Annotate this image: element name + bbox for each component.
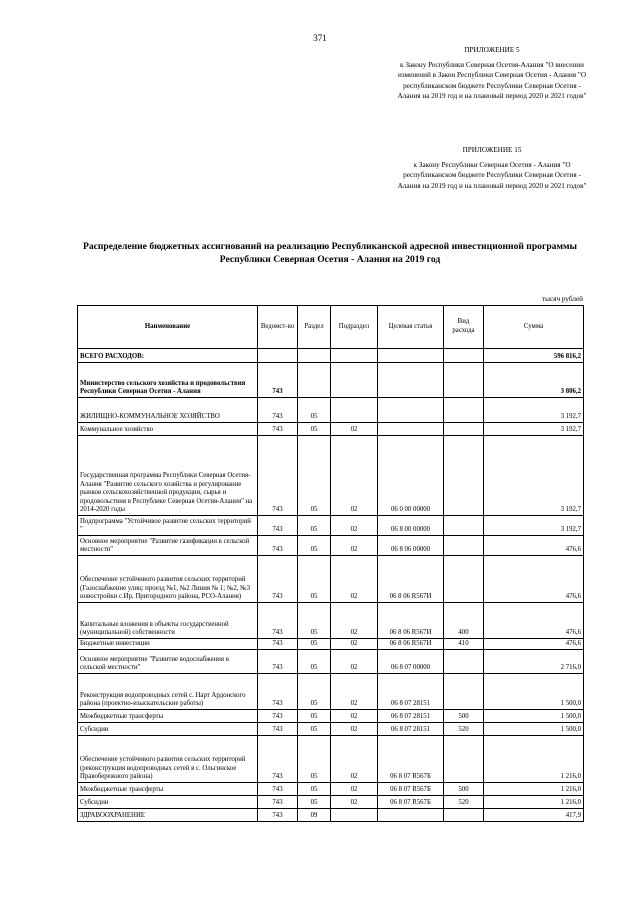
cell-target bbox=[378, 423, 444, 436]
cell-subsection bbox=[331, 363, 378, 398]
table-row bbox=[78, 674, 584, 710]
cell-name: Основное мероприятие "Развитие газификации в сельской местности" bbox=[78, 536, 258, 556]
table-row bbox=[78, 436, 584, 516]
cell-section: 05 bbox=[298, 436, 331, 516]
cell-subsection: 02 bbox=[331, 674, 378, 710]
cell-kind: 500 bbox=[444, 783, 484, 796]
header-subsection: Подраздел bbox=[331, 306, 378, 349]
cell-section bbox=[298, 349, 331, 363]
cell-sum: 1 500,0 bbox=[484, 723, 584, 736]
cell-target: 06 8 06 R567И bbox=[378, 639, 444, 650]
cell-sum: 476,6 bbox=[484, 639, 584, 650]
cell-target: 06 8 06 R567И bbox=[378, 556, 444, 603]
cell-name: Коммунальное хозяйство bbox=[78, 423, 258, 436]
cell-sum: 3 192,7 bbox=[484, 423, 584, 436]
appendix-5-heading: ПРИЛОЖЕНИЕ 5 bbox=[464, 46, 520, 54]
cell-sum: 1 216,0 bbox=[484, 736, 584, 783]
table-row bbox=[78, 783, 584, 796]
cell-dept: 743 bbox=[258, 603, 298, 639]
table-row bbox=[78, 349, 584, 363]
cell-kind: 400 bbox=[444, 603, 484, 639]
header-section: Раздел bbox=[298, 306, 331, 349]
cell-sum: 2 716,0 bbox=[484, 650, 584, 674]
appendix-15-heading: ПРИЛОЖЕНИЕ 15 bbox=[462, 146, 522, 154]
cell-name: Субсидии bbox=[78, 723, 258, 736]
table-row bbox=[78, 809, 584, 822]
table-row bbox=[78, 423, 584, 436]
table-row bbox=[78, 536, 584, 556]
cell-section: 05 bbox=[298, 796, 331, 809]
cell-subsection: 02 bbox=[331, 723, 378, 736]
cell-sum: 476,6 bbox=[484, 603, 584, 639]
appendix-15-text: к Закону Республики Северная Осетия - Алания "О республиканском бюджете Республики Северная Осетия - Алания на 2019 год и на плановый период 2020 и 2021 годов" bbox=[397, 160, 587, 190]
cell-target: 06 8 07 R567Б bbox=[378, 783, 444, 796]
cell-dept: 743 bbox=[258, 536, 298, 556]
cell-name: ВСЕГО РАСХОДОВ: bbox=[78, 349, 258, 363]
table-row bbox=[78, 363, 584, 398]
cell-sum: 1 216,0 bbox=[484, 796, 584, 809]
cell-section: 05 bbox=[298, 736, 331, 783]
table-row bbox=[78, 639, 584, 650]
cell-dept: 743 bbox=[258, 723, 298, 736]
cell-sum: 1 500,0 bbox=[484, 710, 584, 723]
appendix-5-block bbox=[392, 45, 592, 102]
appendix-15-block bbox=[392, 145, 592, 191]
cell-subsection: 02 bbox=[331, 710, 378, 723]
units-label: тысяч рублей bbox=[542, 295, 583, 303]
page-number: 371 bbox=[313, 33, 327, 43]
cell-sum: 3 192,7 bbox=[484, 516, 584, 536]
cell-sum: 596 816,2 bbox=[484, 349, 584, 363]
cell-dept: 743 bbox=[258, 796, 298, 809]
header-kind: Вид расхода bbox=[444, 306, 484, 349]
cell-name: Капитальные вложения в объекты государственной (муниципальной) собственности bbox=[78, 603, 258, 639]
header-sum: Сумма bbox=[484, 306, 584, 349]
cell-subsection: 02 bbox=[331, 639, 378, 650]
cell-subsection: 02 bbox=[331, 603, 378, 639]
cell-section: 05 bbox=[298, 556, 331, 603]
cell-kind bbox=[444, 436, 484, 516]
cell-kind: 520 bbox=[444, 723, 484, 736]
cell-kind: 410 bbox=[444, 639, 484, 650]
cell-target: 06 8 07 00000 bbox=[378, 650, 444, 674]
table-row bbox=[78, 796, 584, 809]
cell-subsection: 02 bbox=[331, 536, 378, 556]
cell-subsection: 02 bbox=[331, 796, 378, 809]
header-target: Целевая статья bbox=[378, 306, 444, 349]
cell-section: 05 bbox=[298, 536, 331, 556]
cell-kind bbox=[444, 516, 484, 536]
cell-kind: 500 bbox=[444, 710, 484, 723]
cell-target: 06 8 07 28151 bbox=[378, 710, 444, 723]
table-row bbox=[78, 603, 584, 639]
cell-kind bbox=[444, 398, 484, 423]
cell-sum: 3 192,7 bbox=[484, 398, 584, 423]
cell-kind: 520 bbox=[444, 796, 484, 809]
header-dept: Ведомст-во bbox=[258, 306, 298, 349]
cell-section: 05 bbox=[298, 639, 331, 650]
cell-name: Подпрограмма "Устойчивое развитие сельских территорий " bbox=[78, 516, 258, 536]
cell-dept: 743 bbox=[258, 363, 298, 398]
cell-dept: 743 bbox=[258, 783, 298, 796]
cell-section: 09 bbox=[298, 809, 331, 822]
cell-name: Реконструкция водопроводных сетей с. Нарт Ардонского района (проектно-изыскательские работы) bbox=[78, 674, 258, 710]
cell-section: 05 bbox=[298, 674, 331, 710]
cell-section bbox=[298, 363, 331, 398]
cell-kind bbox=[444, 736, 484, 783]
cell-kind bbox=[444, 674, 484, 710]
cell-name: Межбюджетные трансферты bbox=[78, 710, 258, 723]
cell-sum: 417,9 bbox=[484, 809, 584, 822]
cell-target: 06 8 07 R567Б bbox=[378, 736, 444, 783]
cell-dept: 743 bbox=[258, 809, 298, 822]
cell-dept: 743 bbox=[258, 436, 298, 516]
cell-target: 06 8 07 28151 bbox=[378, 723, 444, 736]
cell-kind bbox=[444, 349, 484, 363]
cell-sum: 1 216,0 bbox=[484, 783, 584, 796]
cell-dept: 743 bbox=[258, 398, 298, 423]
cell-target: 06 8 06 00000 bbox=[378, 536, 444, 556]
cell-target: 06 0 00 00000 bbox=[378, 436, 444, 516]
cell-section: 05 bbox=[298, 650, 331, 674]
cell-sum: 3 192,7 bbox=[484, 436, 584, 516]
cell-name: Обеспечение устойчивого развития сельских территорий (Газоснабжение улиц: проезд №1, №2 Линия № 1; №2, №3 новостройки с.Ир, Пригородного района, РСО-Алания) bbox=[78, 556, 258, 603]
cell-subsection bbox=[331, 809, 378, 822]
cell-dept: 743 bbox=[258, 710, 298, 723]
cell-name: ЖИЛИЩНО-КОММУНАЛЬНОЕ ХОЗЯЙСТВО bbox=[78, 398, 258, 423]
cell-section: 05 bbox=[298, 710, 331, 723]
document-title: Распределение бюджетных ассигнований на реализацию Республиканской адресной инвестиционной программы Республики Северная Осетия - Алания на 2019 год bbox=[82, 241, 578, 265]
cell-dept: 743 bbox=[258, 650, 298, 674]
header-name: Наименование bbox=[78, 306, 258, 349]
cell-dept: 743 bbox=[258, 556, 298, 603]
cell-dept bbox=[258, 349, 298, 363]
cell-name: Министерство сельского хозяйства и продовольствия Республики Северная Осетия - Алания bbox=[78, 363, 258, 398]
cell-target bbox=[378, 363, 444, 398]
cell-section: 05 bbox=[298, 723, 331, 736]
cell-kind bbox=[444, 423, 484, 436]
table-row bbox=[78, 556, 584, 603]
cell-subsection bbox=[331, 398, 378, 423]
cell-target: 06 8 00 00000 bbox=[378, 516, 444, 536]
cell-subsection: 02 bbox=[331, 736, 378, 783]
cell-target: 06 8 07 R567Б bbox=[378, 796, 444, 809]
cell-subsection: 02 bbox=[331, 436, 378, 516]
budget-table bbox=[77, 305, 584, 822]
cell-name: ЗДРАВООХРАНЕНИЕ bbox=[78, 809, 258, 822]
cell-kind bbox=[444, 556, 484, 603]
cell-target: 06 8 07 28151 bbox=[378, 674, 444, 710]
cell-name: Государственная программа Республики Северная Осетия-Алания "Развитие сельского хозяйства и регулирование рынков сельскохозяйственной продукции, сырья и продовольствия в Республике Северная Осетия-Алания" на 2014-2020 годы bbox=[78, 436, 258, 516]
table-row bbox=[78, 710, 584, 723]
cell-name: Основное мероприятие "Развитие водоснабжения в сельской местности" bbox=[78, 650, 258, 674]
cell-subsection: 02 bbox=[331, 423, 378, 436]
cell-name: Межбюджетные трансферты bbox=[78, 783, 258, 796]
table-row bbox=[78, 398, 584, 423]
cell-subsection: 02 bbox=[331, 650, 378, 674]
cell-name: Субсидии bbox=[78, 796, 258, 809]
cell-name: Обеспечение устойчивого развития сельских территорий (реконструкция водопроводных сетей в с. Ольгинское Правобережного района) bbox=[78, 736, 258, 783]
table-row bbox=[78, 723, 584, 736]
cell-target bbox=[378, 809, 444, 822]
table-header-row bbox=[78, 306, 584, 349]
cell-target: 06 8 06 R567И bbox=[378, 603, 444, 639]
cell-name: Бюджетные инвестиции bbox=[78, 639, 258, 650]
table-row bbox=[78, 650, 584, 674]
cell-sum: 3 806,2 bbox=[484, 363, 584, 398]
appendix-5-text: к Закону Республики Северная Осетия-Алания "О внесении изменений в Закон Республики Северная Осетия - Алания "О республиканском бюджете Республики Северная Осетия - Алания на 2019 год и на плановый период 2020 и 2021 годов" bbox=[397, 60, 587, 100]
cell-dept: 743 bbox=[258, 423, 298, 436]
cell-target bbox=[378, 349, 444, 363]
cell-sum: 476,6 bbox=[484, 536, 584, 556]
cell-section: 05 bbox=[298, 516, 331, 536]
cell-subsection: 02 bbox=[331, 516, 378, 536]
cell-kind bbox=[444, 650, 484, 674]
cell-dept: 743 bbox=[258, 736, 298, 783]
cell-subsection: 02 bbox=[331, 783, 378, 796]
cell-section: 05 bbox=[298, 603, 331, 639]
cell-subsection bbox=[331, 349, 378, 363]
cell-section: 05 bbox=[298, 398, 331, 423]
cell-kind bbox=[444, 363, 484, 398]
cell-dept: 743 bbox=[258, 674, 298, 710]
table-row bbox=[78, 736, 584, 783]
cell-section: 05 bbox=[298, 423, 331, 436]
cell-sum: 1 500,0 bbox=[484, 674, 584, 710]
cell-section: 05 bbox=[298, 783, 331, 796]
cell-dept: 743 bbox=[258, 639, 298, 650]
cell-sum: 476,6 bbox=[484, 556, 584, 603]
table-row bbox=[78, 516, 584, 536]
cell-kind bbox=[444, 536, 484, 556]
cell-dept: 743 bbox=[258, 516, 298, 536]
cell-subsection: 02 bbox=[331, 556, 378, 603]
cell-kind bbox=[444, 809, 484, 822]
cell-target bbox=[378, 398, 444, 423]
